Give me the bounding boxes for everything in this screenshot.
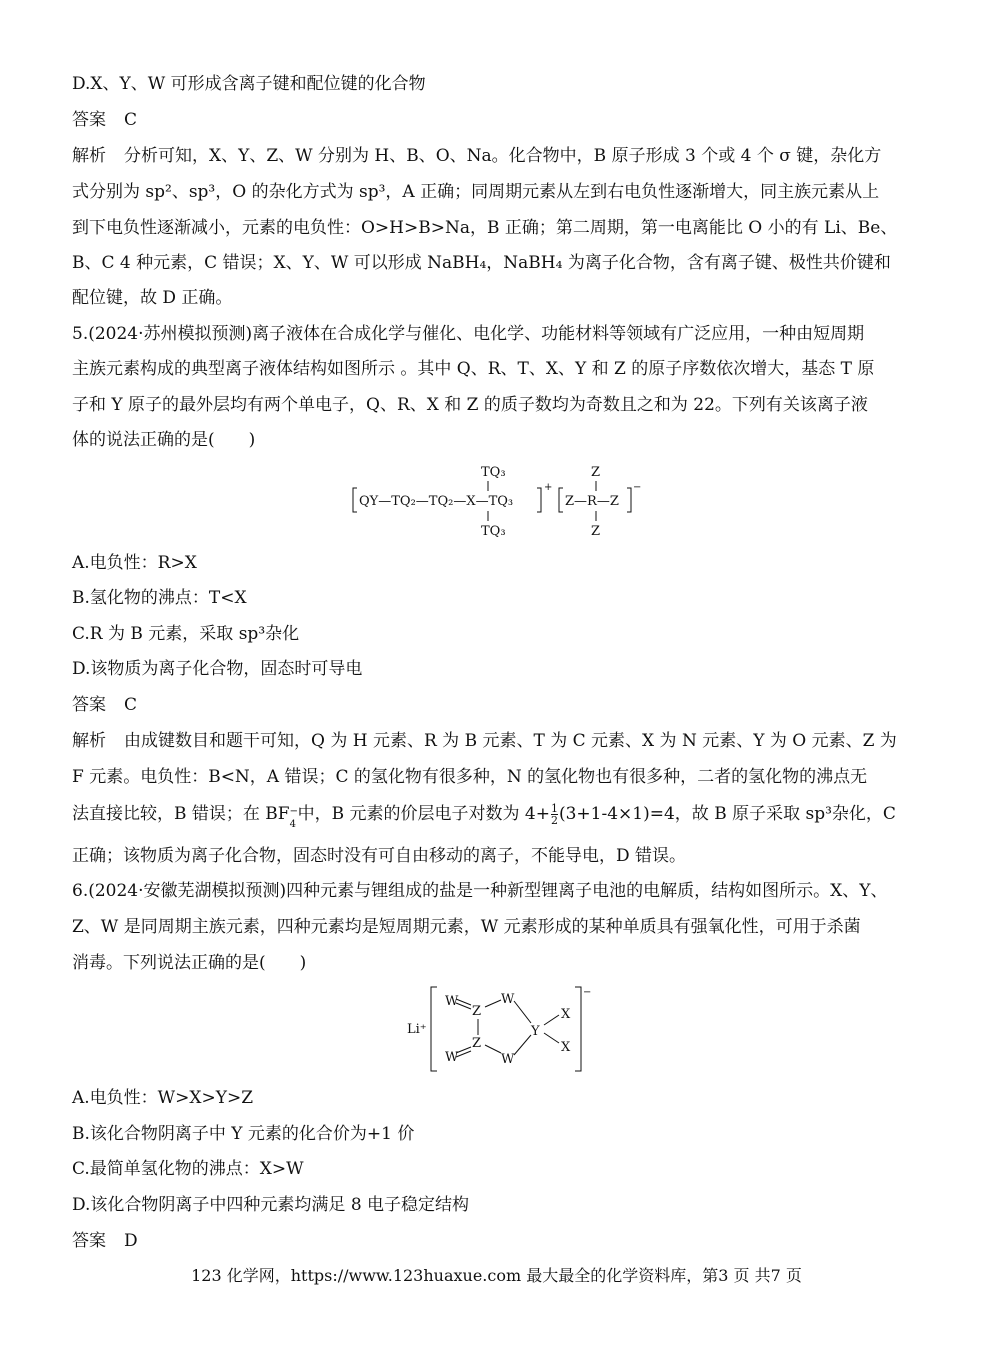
q5-option-a: A.电负性：R>X xyxy=(72,553,197,573)
q6-lithium-salt-structure xyxy=(405,985,595,1075)
bond-y-x-top xyxy=(544,1015,559,1025)
q5-stem-line-4: 体的说法正确的是( ) xyxy=(72,430,256,450)
atom-z-bottom: Z xyxy=(472,1036,482,1051)
atom-y: Y xyxy=(531,1024,540,1039)
anion-bracket-right xyxy=(627,488,631,512)
answer-value: D xyxy=(124,1231,138,1251)
cation-charge: + xyxy=(544,482,553,493)
atom-w-bottom-left: W xyxy=(445,1050,459,1065)
answer-label: 答案 xyxy=(72,695,106,715)
q4-analysis-line-2: 式分别为 sp²、sp³，O 的杂化方式为 sp³，A 正确；同周期元素从左到右电负性逐渐增大，同主族元素从上 xyxy=(72,182,880,202)
q4-analysis-line-3: 到下电负性逐渐减小，元素的电负性：O>H>B>Na，B 正确；第二周期，第一电离能比 O 小的有 Li、Be、 xyxy=(72,218,898,238)
cation-top-group: TQ₃ xyxy=(481,465,506,480)
q4-option-d: D.X、Y、W 可形成含离子键和配位键的化合物 xyxy=(72,74,426,94)
q5-stem-line-3: 子和 Y 原子的最外层均有两个单电子，Q、R、X 和 Z 的质子数均为奇数且之和为 22。下列有关该离子液 xyxy=(72,395,868,415)
atom-w-bottom-right: W xyxy=(501,1052,515,1067)
cation-bottom-group: TQ₃ xyxy=(481,524,506,539)
page-footer: 123 化学网，https://www.123huaxue.com 最大最全的化学资料库，第3 页 共7 页 xyxy=(191,1266,802,1285)
q6-answer xyxy=(72,1230,138,1252)
analysis-label: 解析 xyxy=(72,731,106,751)
analysis-text: 分析可知，X、Y、Z、W 分别为 H、B、O、Na。化合物中，B 原子形成 3 个或 4 个 σ 键，杂化方 xyxy=(124,146,882,166)
q5-option-c: C.R 为 B 元素，采取 sp³杂化 xyxy=(72,624,300,644)
anion-bottom-atom: Z xyxy=(591,524,601,539)
analysis-text: 法直接比较，B 错误；在 BF xyxy=(72,804,290,824)
q5-ionic-liquid-structure xyxy=(345,460,645,540)
q4-analysis-line-5: 配位键，故 D 正确。 xyxy=(72,288,233,308)
cation-bracket-right xyxy=(537,488,541,512)
bond-y-x-bottom xyxy=(544,1033,559,1043)
anion-top-atom: Z xyxy=(591,465,601,480)
bond-w-y-bottom xyxy=(514,1035,531,1055)
q5-option-b: B.氢化物的沸点：T<X xyxy=(72,588,247,608)
answer-value: C xyxy=(124,110,138,130)
q5-analysis-line-2: F 元素。电负性：B<N，A 错误；C 的氢化物有很多种，N 的氢化物也有很多种，二者的氢化物的沸点无 xyxy=(72,767,868,787)
q5-stem-line-2: 主族元素构成的典型离子液体结构如图所示 。其中 Q、R、T、X、Y 和 Z 的原子序数依次增大，基态 T 原 xyxy=(72,359,875,379)
answer-label: 答案 xyxy=(72,1231,106,1251)
q5-analysis-line-1 xyxy=(72,730,897,752)
fraction xyxy=(551,803,558,826)
anion-bracket-left xyxy=(559,488,563,512)
cation-bracket-left xyxy=(353,488,357,512)
cation-chain: QY—TQ₂—TQ₂—X—TQ₃ xyxy=(359,494,514,509)
q4-analysis-line-1 xyxy=(72,145,881,167)
anion-center: Z—R—Z xyxy=(565,494,619,509)
q5-analysis-line-3: 法直接比较，B 错误；在 BF − 4 中，B 元素的价层电子对数为 4+ $\frac{1}{2}$ (3+1-4×1)=4，故 B 原子采取 sp³杂化，C xyxy=(72,802,896,830)
bond-w-y-top xyxy=(514,1001,531,1023)
q6-stem-line-1: 6.(2024·安徽芜湖模拟预测)四种元素与锂组成的盐是一种新型锂离子电池的电解质，结构如图所示。X、Y、 xyxy=(72,881,888,901)
q5-answer xyxy=(72,694,137,716)
bond-z-w-bottom xyxy=(485,1045,501,1053)
fraction-numerator: 1 xyxy=(550,802,558,815)
q5-stem-line-1: 5.(2024·苏州模拟预测)离子液体在合成化学与催化、电化学、功能材料等领域有广泛应用，一种由短周期 xyxy=(72,324,865,344)
bond-z-w-top xyxy=(485,1000,501,1007)
anion-charge: − xyxy=(583,987,592,998)
q6-option-a: A.电负性：W>X>Y>Z xyxy=(72,1088,254,1108)
atom-x-bottom: X xyxy=(561,1040,571,1055)
q6-stem-line-3: 消毒。下列说法正确的是( ) xyxy=(72,953,307,973)
analysis-text: 中，B 元素的价层电子对数为 4+ xyxy=(297,804,550,824)
answer-label: 答案 xyxy=(72,110,106,130)
atom-x-top: X xyxy=(561,1007,571,1022)
q6-stem-line-2: Z、W 是同周期主族元素，四种元素均是短周期元素，W 元素形成的某种单质具有强氧化性，可用于杀菌 xyxy=(72,917,861,937)
lithium-cation: Li⁺ xyxy=(407,1022,427,1037)
atom-w-top-left: W xyxy=(445,994,459,1009)
q5-option-d: D.该物质为离子化合物，固态时可导电 xyxy=(72,659,363,679)
q6-option-d: D.该化合物阴离子中四种元素均满足 8 电子稳定结构 xyxy=(72,1195,470,1215)
anion-bracket-left xyxy=(431,987,437,1071)
q6-option-b: B.该化合物阴离子中 Y 元素的化合价为+1 价 xyxy=(72,1124,415,1144)
q5-analysis-line-4: 正确；该物质为离子化合物，固态时没有可自由移动的离子，不能导电，D 错误。 xyxy=(72,846,687,866)
atom-w-top-right: W xyxy=(501,992,515,1007)
q6-option-c: C.最简单氢化物的沸点：X>W xyxy=(72,1159,304,1179)
anion-charge: − xyxy=(633,482,642,493)
analysis-text: (3+1-4×1)=4，故 B 原子采取 sp³杂化，C xyxy=(558,804,896,824)
analysis-label: 解析 xyxy=(72,146,106,166)
q4-analysis-line-4: B、C 4 种元素，C 错误；X、Y、W 可以形成 NaBH₄，NaBH₄ 为离子化合物，含有离子键、极性共价键和 xyxy=(72,253,891,273)
anion-bracket-right xyxy=(575,987,581,1071)
q4-answer xyxy=(72,109,137,131)
answer-value: C xyxy=(124,695,138,715)
analysis-text: 由成键数目和题干可知，Q 为 H 元素、R 为 B 元素、T 为 C 元素、X 为 N 元素、Y 为 O 元素、Z 为 xyxy=(124,731,897,751)
fraction-denominator: 2 xyxy=(550,814,558,827)
atom-z-top: Z xyxy=(472,1004,482,1019)
